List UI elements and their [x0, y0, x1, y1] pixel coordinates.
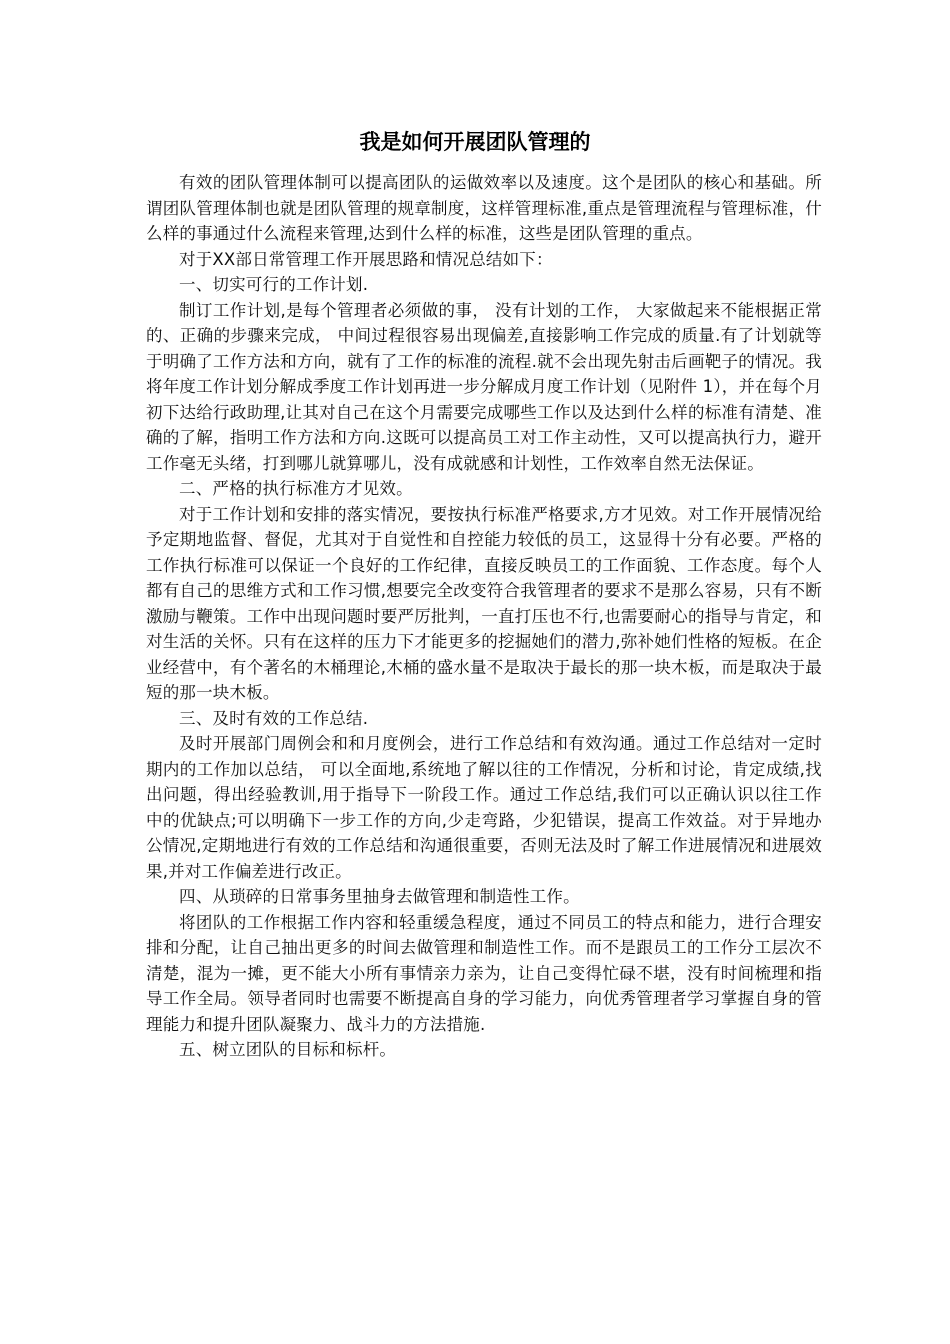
paragraph-summary-lead: 对于XX部日常管理工作开展思路和情况总结如下： [179, 249, 553, 269]
paragraph-section-4: 将团队的工作根据工作内容和轻重缓急程度，通过不同员工的特点和能力，进行合理安排和分配，让自己抽出更多的时间去做管理和制造性工作。而不是跟员工的工作分工层次不清楚，混为一摊，更不能大小所有事情亲力亲为，让自己变得忙碌不堪，没有时间梳理和指导工作全局。领导者同时也需要不断提高自身的学习能力，向优秀管理者学习掌握自身的管理能力和提升团队凝聚力、战斗力的方法措施. [146, 912, 822, 1034]
section-heading-5: 五、树立团队的目标和标杆。 [179, 1040, 397, 1059]
section-heading-1: 一、切实可行的工作计划. [179, 275, 369, 294]
paragraph-section-1: 制订工作计划,是每个管理者必须做的事， 没有计划的工作， 大家做起来不能根据正常的、正确的步骤来完成， 中间过程很容易出现偏差,直接影响工作完成的质量.有了计划就等于明确了工作方法和方向，就有了工作的标准的流程.就不会出现先射击后画靶子的情况。我将年度工作计划分解成季度工作计划再进一步分解成月度工作计划（见附件 1），并在每个月初下达给行政助理,让其对自己在这个月需要完成哪些工作以及达到什么样的标准有清楚、准确的了解，指明工作方法和方向.这既可以提高员工对工作主动性，又可以提高执行力，避开工作毫无头绪，打到哪儿就算哪儿，没有成就感和计划性，工作效率自然无法保证。 [146, 300, 822, 473]
document-title: 我是如何开展团队管理的 [359, 130, 591, 154]
document-body [146, 170, 822, 1063]
paragraph-section-3: 及时开展部门周例会和和月度例会，进行工作总结和有效沟通。通过工作总结对一定时期内的工作加以总结， 可以全面地,系统地了解以往的工作情况，分析和讨论，肯定成绩,找出问题，得出经验教训,用于指导下一阶段工作。通过工作总结,我们可以正确认识以往工作中的优缺点;可以明确下一步工作的方向,少走弯路，少犯错误，提高工作效益。对于异地办公情况,定期地进行有效的工作总结和沟通很重要，否则无法及时了解工作进展情况和进展效果,并对工作偏差进行改正。 [146, 734, 822, 881]
paragraph-section-2: 对于工作计划和安排的落实情况，要按执行标准严格要求,方才见效。对工作开展情况给予定期地监督、督促，尤其对于自觉性和自控能力较低的员工，这显得十分有必要。严格的工作执行标准可以保证一个良好的工作纪律，直接反映员工的工作面貌、工作态度。每个人都有自己的思维方式和工作习惯,想要完全改变符合我管理者的要求不是那么容易，只有不断激励与鞭策。工作中出现问题时要严厉批判，一直打压也不行,也需要耐心的指导与肯定，和对生活的关怀。只有在这样的压力下才能更多的挖掘她们的潜力,弥补她们性格的短板。在企业经营中，有个著名的木桶理论,木桶的盛水量不是取决于最长的那一块木板，而是取决于最短的那一块木板。 [146, 504, 822, 702]
section-heading-2: 二、严格的执行标准方才见效。 [179, 479, 413, 498]
paragraph-intro: 有效的团队管理体制可以提高团队的运做效率以及速度。这个是团队的核心和基础。所谓团队管理体制也就是团队管理的规章制度，这样管理标准,重点是管理流程与管理标准，什么样的事通过什么流程来管理,达到什么样的标准，这些是团队管理的重点。 [146, 173, 822, 243]
section-heading-4: 四、从琐碎的日常事务里抽身去做管理和制造性工作。 [179, 887, 580, 906]
section-heading-3: 三、及时有效的工作总结. [179, 708, 369, 728]
